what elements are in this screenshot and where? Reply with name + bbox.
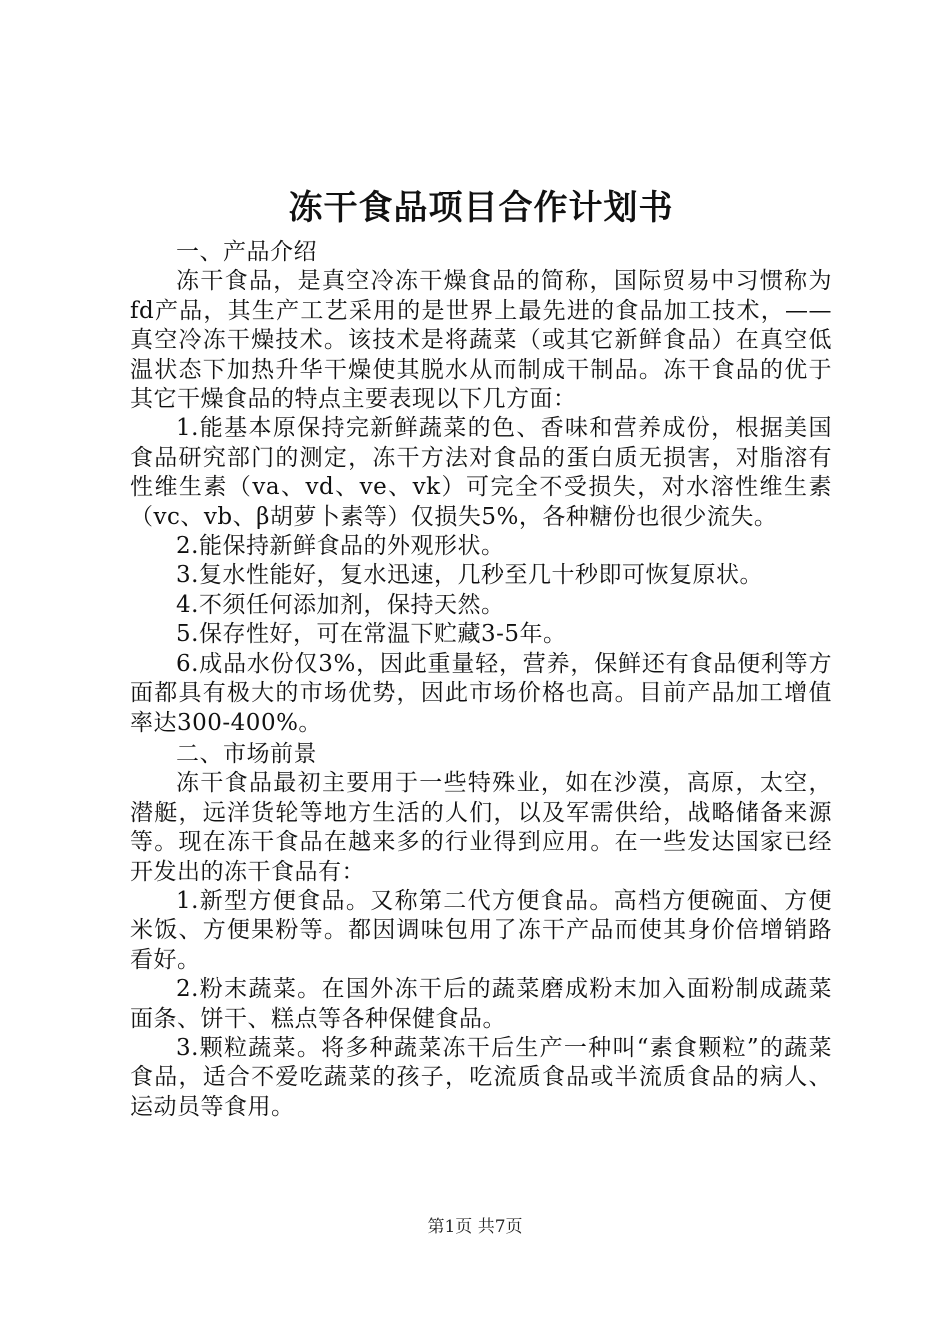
paragraph: 3.复水性能好，复水迅速，几秒至几十秒即可恢复原状。 [176,562,763,589]
paragraph: 冻干食品最初主要用于一些特殊业，如在沙漠，高原，太空，潜艇，远洋货轮等地方生活的人们，以及军需供给，战略储备来源等。现在冻干食品在越来多的行业得到应用。在一些发达国家已经开发出的冻干食品有： [130,770,832,885]
paragraph: 1.新型方便食品。又称第二代方便食品。高档方便碗面、方便米饭、方便果粉等。都因调味包用了冻干产品而使其身价倍增销路看好。 [130,887,832,973]
document-page [130,180,832,1122]
section-heading: 二、市场前景 [176,740,317,767]
paragraph: 5.保存性好，可在常温下贮藏3-5年。 [176,621,567,648]
section-market-outlook [130,740,832,1122]
section-heading: 一、产品介绍 [176,239,317,265]
section-product-intro [130,238,832,738]
document-title: 冻干食品项目合作计划书 [288,188,674,228]
paragraph: 冻干食品，是真空冷冻干燥食品的简称，国际贸易中习惯称为fd产品，其生产工艺采用的是世界上最先进的食品加工技术，——真空冷冻干燥技术。该技术是将蔬菜（或其它新鲜食品）在真空低温状态下加热升华干燥使其脱水从而制成干制品。冻干食品的优于其它干燥食品的特点主要表现以下几方面： [130,268,832,413]
page-number-footer: 第1页 共7页 [427,1217,523,1237]
paragraph: 2.粉末蔬菜。在国外冻干后的蔬菜磨成粉末加入面粉制成蔬菜面条、饼干、糕点等各种保健食品。 [130,976,832,1032]
paragraph: 1.能基本原保持完新鲜蔬菜的色、香味和营养成份，根据美国食品研究部门的测定，冻干方法对食品的蛋白质无损害，对脂溶有性维生素（va、vd、ve、vk）可完全不受损失，对水溶性维生素（vc、vb、β胡萝卜素等）仅损失5%，各种糖份也很少流失。 [130,415,832,530]
paragraph: 3.颗粒蔬菜。将多种蔬菜冻干后生产一种叫“素食颗粒”的蔬菜食品，适合不爱吃蔬菜的孩子，吃流质食品或半流质食品的病人、运动员等食用。 [130,1034,832,1120]
paragraph: 6.成品水份仅3%，因此重量轻，营养，保鲜还有食品便利等方面都具有极大的市场优势，因此市场价格也高。目前产品加工增值率达300-400%。 [130,650,832,736]
paragraph: 4.不须任何添加剂，保持天然。 [176,591,505,618]
paragraph: 2.能保持新鲜食品的外观形状。 [176,533,505,560]
